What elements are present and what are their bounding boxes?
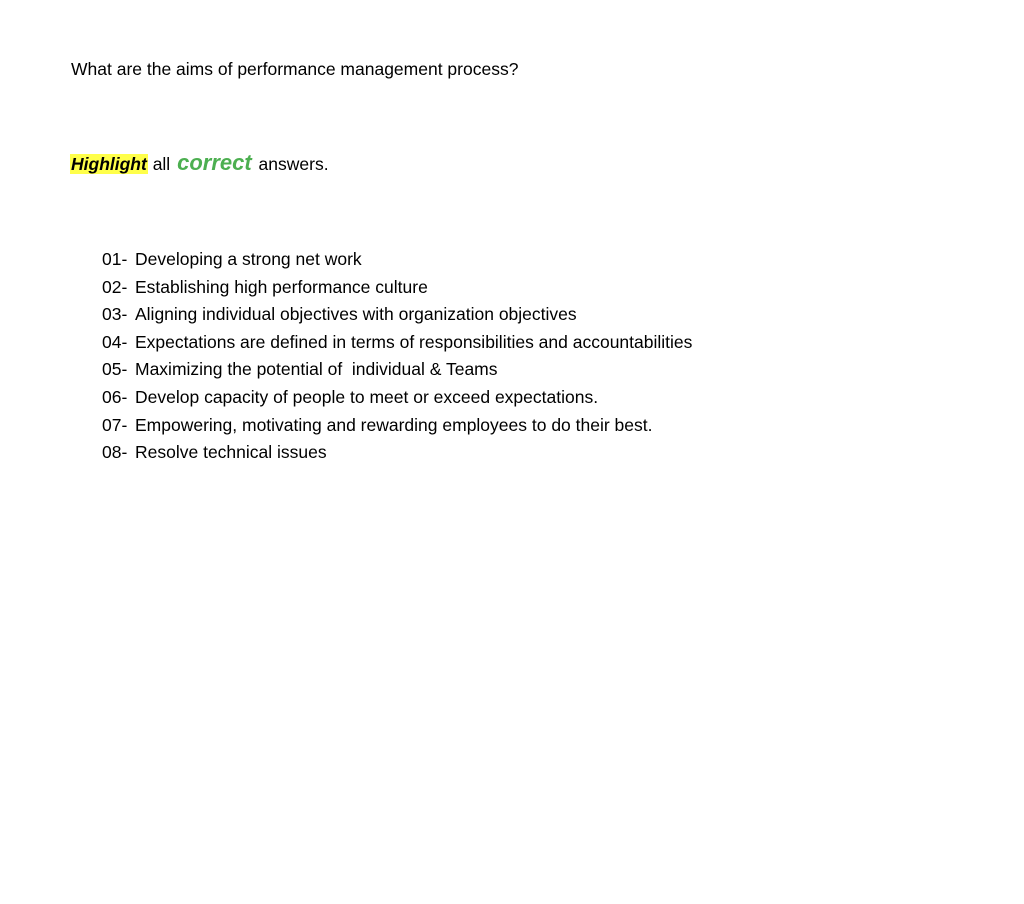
option-number: 02- bbox=[102, 276, 128, 297]
option-text: Developing a strong net work bbox=[135, 249, 362, 269]
option-number: 06- bbox=[102, 386, 128, 407]
option-number: 08- bbox=[102, 442, 128, 463]
option-number: 03- bbox=[102, 304, 128, 325]
option-text: Empowering, motivating and rewarding employees to do their best. bbox=[135, 414, 653, 435]
option-text: Aligning individual objectives with organization objectives bbox=[135, 304, 577, 325]
answer-option-05[interactable] bbox=[102, 356, 692, 384]
question-text: What are the aims of performance management process? bbox=[71, 59, 519, 79]
highlight-word: Highlight bbox=[71, 154, 147, 174]
option-text: Resolve technical issues bbox=[135, 442, 327, 463]
instruction-middle-text: all bbox=[152, 154, 171, 174]
option-number: 07- bbox=[102, 414, 128, 435]
instruction-end-text: answers. bbox=[258, 154, 329, 174]
option-text: Maximizing the potential of individual & Teams bbox=[135, 359, 498, 380]
option-text: Expectations are defined in terms of responsibilities and accountabilities bbox=[135, 331, 693, 352]
answer-option-04[interactable] bbox=[102, 329, 692, 357]
answer-options-list bbox=[102, 246, 692, 467]
option-text: Develop capacity of people to meet or exceed expectations. bbox=[135, 386, 599, 407]
option-text: Establishing high performance culture bbox=[135, 276, 428, 297]
answer-option-02[interactable] bbox=[102, 274, 692, 302]
answer-option-03[interactable] bbox=[102, 301, 692, 329]
option-number: 04- bbox=[102, 331, 128, 352]
answer-option-07[interactable] bbox=[102, 412, 692, 440]
instruction-line bbox=[70, 149, 329, 178]
option-number: 01- bbox=[102, 249, 128, 269]
answer-option-08[interactable] bbox=[102, 439, 692, 467]
answer-option-01[interactable] bbox=[102, 246, 692, 274]
correct-word: correct bbox=[177, 150, 252, 175]
option-number: 05- bbox=[102, 359, 128, 380]
answer-option-06[interactable] bbox=[102, 384, 692, 412]
